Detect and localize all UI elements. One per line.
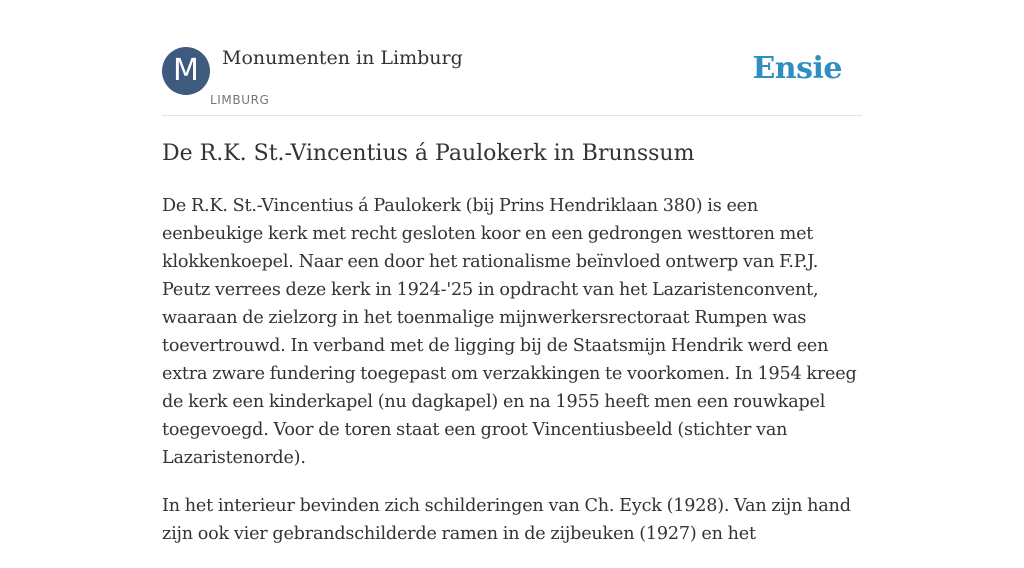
avatar[interactable]: M — [162, 47, 210, 95]
source-title[interactable]: Monumenten in Limburg — [222, 47, 463, 69]
article-title: De R.K. St.-Vincentius á Paulokerk in Brunssum — [162, 141, 695, 166]
ensie-logo[interactable]: Ensie — [752, 51, 842, 86]
source-subtitle: LIMBURG — [210, 93, 270, 107]
article-paragraph-1: De R.K. St.-Vincentius á Paulokerk (bij Prins Hendriklaan 380) is een eenbeukige kerk met recht gesloten koor en een gedrongen westtoren met klokkenkoepel. Naar een door het rationalisme beïnvloed ontwerp van F.P.J. Peutz verrees deze kerk in 1924-'25 in opdracht van het Lazaristenconvent, waaraan de zielzorg in het toenmalige mijnwerkersrectoraat Rumpen was toevertrouwd. In verband met de ligging bij de Staatsmijn Hendrik werd een extra zware fundering toegepast om verzakkingen te voorkomen. In 1954 kreeg de kerk een kinderkapel (nu dagkapel) en na 1955 heeft men een rouwkapel toegevoegd. Voor de toren staat een groot Vincentiusbeeld (stichter van Lazaristenorde). — [162, 196, 857, 468]
header — [162, 46, 862, 116]
article-paragraph-2: In het interieur bevinden zich schilderingen van Ch. Eyck (1928). Van zijn hand zijn ook vier gebrandschilderde ramen in de zijbeuken (1927) en het — [162, 496, 851, 544]
header-divider — [162, 115, 862, 116]
article-body — [162, 192, 862, 568]
